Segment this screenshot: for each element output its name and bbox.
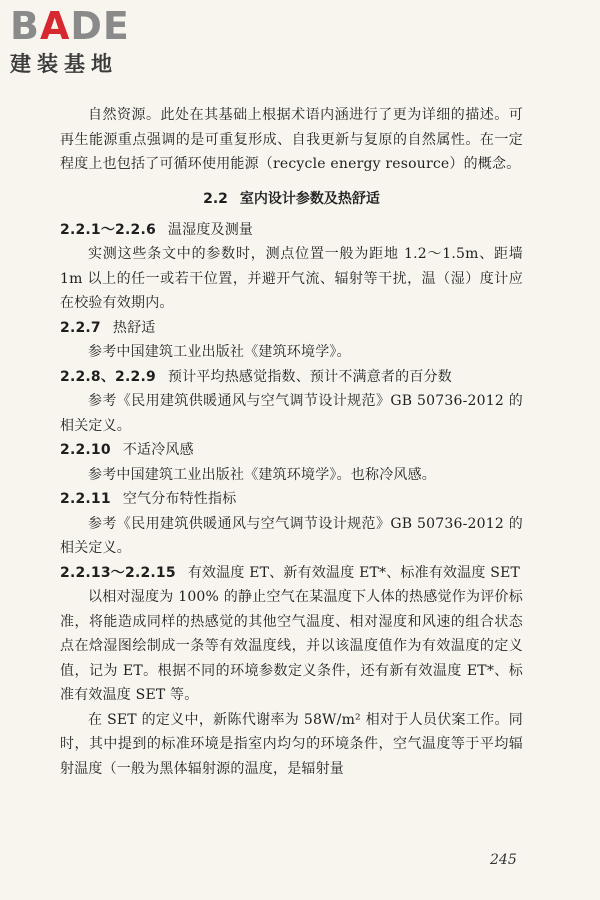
clause-heading: 2.2.1～2.2.6 温湿度及测量 (60, 221, 254, 238)
tail-paragraph: 在 SET 的定义中，新陈代谢率为 58W/m² 相对于人员伏案工作。同时，其中提到的标准环境是指室内均匀的环境条件，空气温度等于平均辐射温度（一般为黑体辐射源的温度，是辐射量 (60, 711, 523, 777)
clause-body: 参考中国建筑工业出版社《建筑环境学》。 (88, 344, 351, 360)
section-title: 室内设计参数及热舒适 (239, 190, 380, 207)
logo-subtitle: 建装基地 (10, 52, 118, 76)
clause-body: 实测这些条文中的参数时，测点位置一般为距地 1.2～1.5m、距墙 1m 以上的任一或若干位置，并避开气流、辐射等干扰，温（湿）度计应在校验有效期内。 (60, 246, 523, 311)
clause-body: 参考中国建筑工业出版社《建筑环境学》。也称冷风感。 (88, 466, 436, 483)
section-number: 2.2 (203, 190, 228, 207)
page-number: 245 (490, 852, 517, 868)
clause-body: 参考《民用建筑供暖通风与空气调节设计规范》GB 50736-2012 的相关定义。 (60, 515, 523, 556)
clause-body: 以相对湿度为 100% 的静止空气在某温度下人体的热感觉作为评价标准，将能造成同样的热感觉的其他空气温度、相对湿度和风速的组合状态点在焓湿图绘制成一条等有效温度线，并以该温度值作为有效温度的定义值，记为 ET。根据不同的环境参数定义条件，还有新有效温度 ET*、标准有效温度 SET 等。 (60, 589, 523, 703)
clause-body: 参考《民用建筑供暖通风与空气调节设计规范》GB 50736-2012 的相关定义。 (60, 393, 523, 434)
clause-heading: 2.2.10 不适冷风感 (60, 442, 194, 458)
document-page (60, 103, 523, 781)
logo-accent-letter: A (39, 4, 71, 48)
logo-wordmark: BADE (10, 4, 130, 48)
clause-heading: 2.2.11 空气分布特性指标 (60, 491, 237, 507)
intro-paragraph: 自然资源。此处在其基础上根据术语内涵进行了更为详细的描述。可再生能源重点强调的是可重复形成、自我更新与复原的自然属性。在一定程度上也包括了可循环使用能源（recycle energy resource）的概念。 (60, 107, 523, 172)
section-heading (60, 187, 523, 211)
clause-heading: 2.2.7 热舒适 (60, 319, 156, 336)
clause-heading: 2.2.8、2.2.9 预计平均热感觉指数、预计不满意者的百分数 (60, 368, 452, 385)
bade-logo (10, 6, 130, 78)
clause-heading: 2.2.13～2.2.15 有效温度 ET、新有效温度 ET*、标准有效温度 SET (60, 564, 521, 581)
